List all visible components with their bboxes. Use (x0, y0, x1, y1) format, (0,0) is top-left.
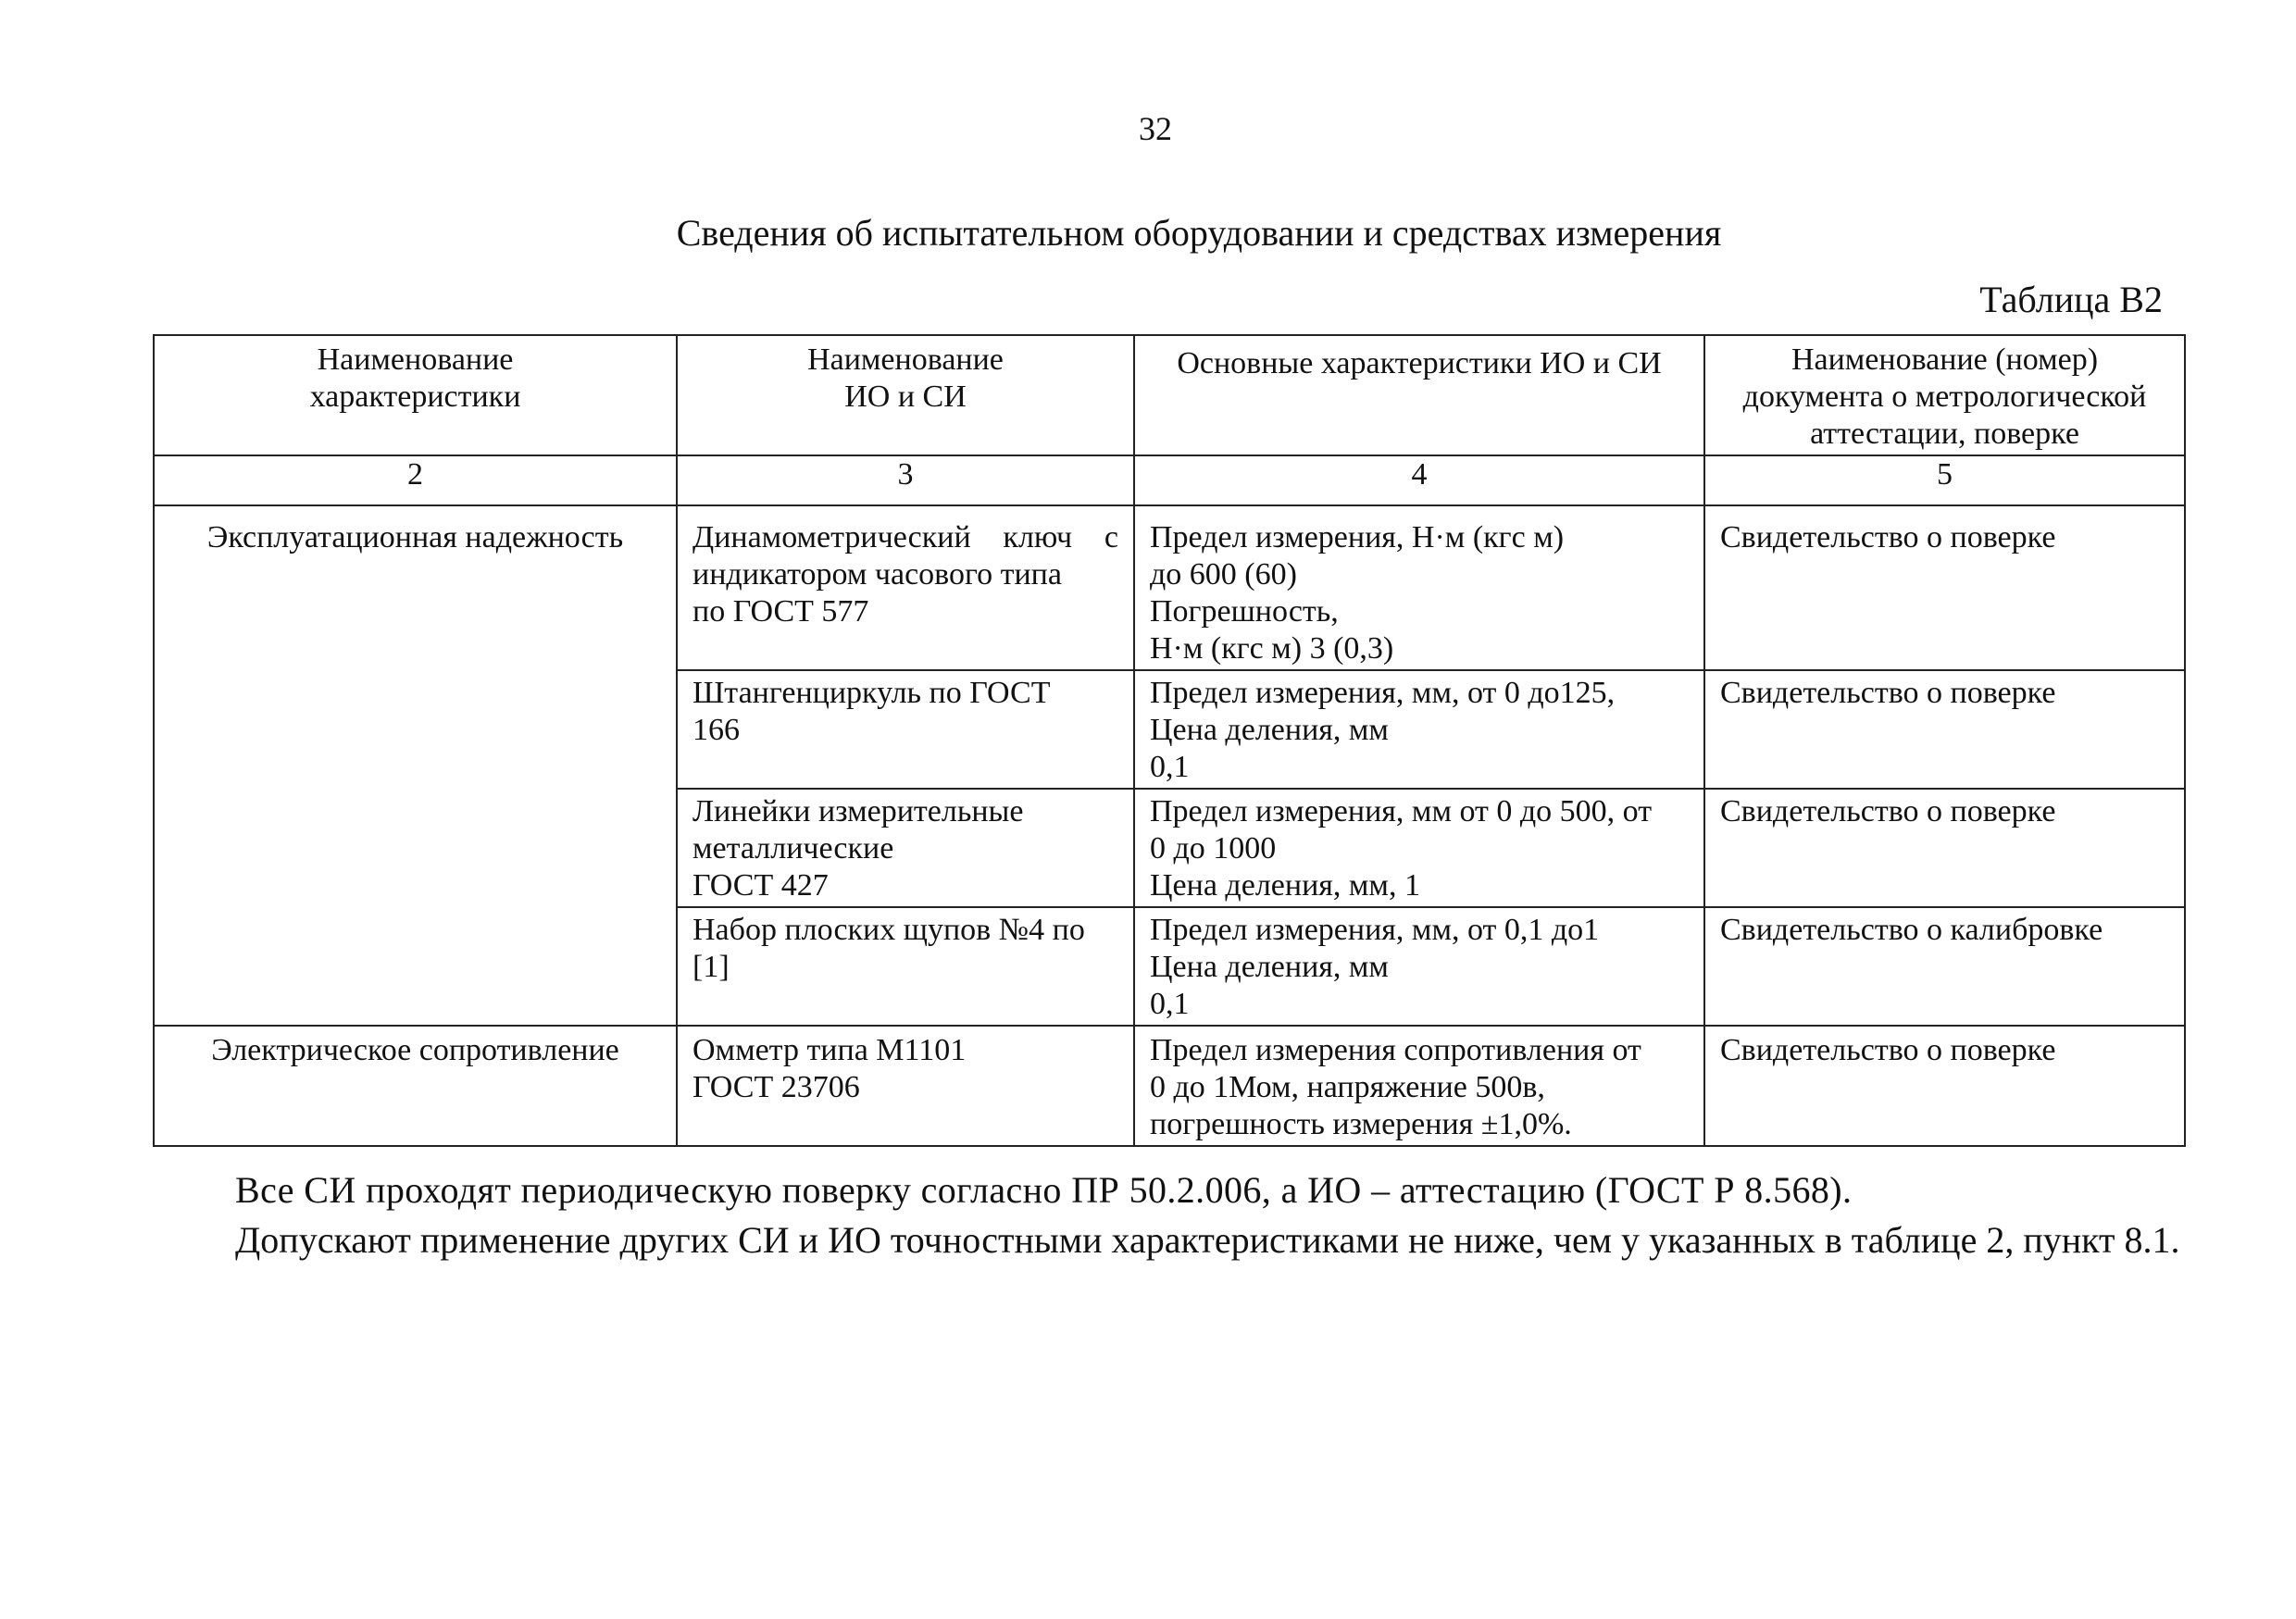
document-text: Свидетельство о поверке (1720, 676, 2056, 710)
equipment-line: Штангенциркуль по ГОСТ (693, 676, 1051, 710)
equipment-cell (677, 505, 1134, 670)
specs-line: 0 до 1000 (1150, 831, 1277, 866)
page-number: 32 (1139, 110, 1172, 147)
specs-line: Цена деления, мм, 1 (1150, 868, 1420, 903)
equipment-cell (677, 789, 1134, 907)
equipment-line: металлические (693, 831, 894, 866)
column-number: 5 (1704, 455, 2185, 505)
header-equipment (677, 335, 1134, 455)
column-number: 4 (1134, 455, 1704, 505)
header-line: Наименование (номер) (1791, 342, 2099, 377)
specs-line: погрешность измерения ±1,0%. (1150, 1107, 1572, 1141)
header-line: документа о метрологической (1742, 380, 2147, 414)
specs-cell (1134, 505, 1704, 670)
document-text: Свидетельство о калибровке (1720, 913, 2103, 947)
document-cell (1704, 1026, 2185, 1146)
column-number: 2 (154, 455, 677, 505)
specs-line: 0 до 1Мом, напряжение 500в, (1150, 1070, 1545, 1104)
specs-line: Цена деления, мм (1150, 713, 1389, 747)
header-line: Наименование (807, 342, 1004, 377)
document-text: Свидетельство о поверке (1720, 794, 2056, 828)
specs-line: Предел измерения, мм, от 0,1 до1 (1150, 913, 1600, 947)
equipment-line: ГОСТ 427 (693, 868, 829, 903)
header-characteristic (154, 335, 677, 455)
header-line: аттестации, поверке (1810, 417, 2079, 451)
specs-line: Цена деления, мм (1150, 950, 1389, 984)
specs-cell (1134, 907, 1704, 1026)
equipment-line: ГОСТ 23706 (693, 1070, 860, 1104)
equipment-line: Динамометрический ключ с (693, 520, 1118, 554)
characteristic-cell (154, 1026, 677, 1146)
equipment-line: Линейки измерительные (693, 794, 1024, 828)
equipment-table (153, 334, 2186, 1147)
equipment-cell (677, 907, 1134, 1026)
specs-line: Предел измерения, Н·м (кгс м) (1150, 520, 1565, 554)
document-cell (1704, 789, 2185, 907)
column-number-row (154, 455, 2185, 505)
table-row (154, 505, 2185, 670)
equipment-line: Набор плоских щупов №4 по (693, 913, 1085, 947)
specs-line: Предел измерения сопротивления от (1150, 1033, 1641, 1067)
equipment-cell (677, 670, 1134, 789)
table-label: Таблица В2 (1979, 279, 2163, 320)
equipment-line: [1] (693, 950, 730, 984)
characteristic-cell (154, 505, 677, 1026)
equipment-line: по ГОСТ 577 (693, 594, 869, 629)
specs-cell (1134, 670, 1704, 789)
specs-line: до 600 (60) (1150, 557, 1297, 592)
specs-line: Предел измерения, мм от 0 до 500, от (1150, 794, 1653, 828)
specs-line: 0,1 (1150, 987, 1190, 1021)
characteristic-text: Электрическое сопротивление (211, 1033, 619, 1067)
column-number: 3 (677, 455, 1134, 505)
header-line: Наименование (317, 342, 514, 377)
document-text: Свидетельство о поверке (1720, 520, 2056, 554)
equipment-cell (677, 1026, 1134, 1146)
specs-line: 0,1 (1150, 750, 1190, 784)
equipment-line: 166 (693, 713, 740, 747)
header-line: Основные характеристики ИО и СИ (1177, 346, 1662, 380)
header-specs (1134, 335, 1704, 455)
specs-cell (1134, 1026, 1704, 1146)
specs-line: Н·м (кгс м) 3 (0,3) (1150, 631, 1394, 666)
note-paragraph-1: Все СИ проходят периодическую поверку согласно ПР 50.2.006, а ИО – аттестацию (ГОСТ Р 8.568). (235, 1169, 1853, 1211)
header-line: характеристики (309, 380, 521, 414)
table-header-row (154, 335, 2185, 455)
header-document (1704, 335, 2185, 455)
equipment-line: индикатором часового типа (693, 557, 1062, 592)
table-row (154, 1026, 2185, 1146)
document-text: Свидетельство о поверке (1720, 1033, 2056, 1067)
header-line: ИО и СИ (844, 380, 967, 414)
document-title: Сведения об испытательном оборудовании и средствах измерения (676, 212, 1722, 254)
document-cell (1704, 505, 2185, 670)
characteristic-text: Эксплуатационная надежность (206, 520, 624, 554)
document-cell (1704, 670, 2185, 789)
note-paragraph-2: Допускают применение других СИ и ИО точностными характеристиками не ниже, чем у указанных в таблице 2, пункт 8.1. (235, 1219, 2180, 1261)
document-cell (1704, 907, 2185, 1026)
specs-line: Предел измерения, мм, от 0 до125, (1150, 676, 1616, 710)
equipment-line: Омметр типа М1101 (693, 1033, 967, 1067)
specs-cell (1134, 789, 1704, 907)
specs-line: Погрешность, (1150, 594, 1339, 629)
